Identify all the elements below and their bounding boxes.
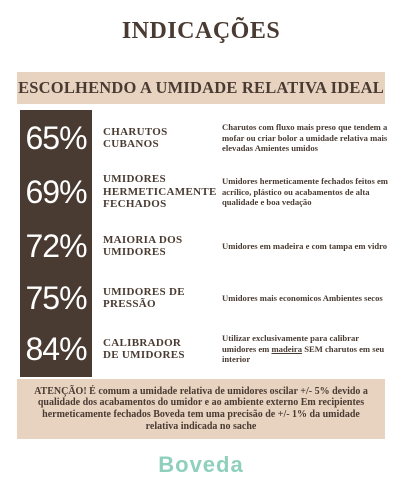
list-item — [20, 321, 388, 377]
item-description: Charutos com fluxo mais preso que tendem a mofar ou criar bolor a umidade relativa mais elevadas Amientes umidos — [222, 122, 388, 154]
percent-value: 65% — [25, 120, 87, 156]
list-item — [20, 110, 388, 166]
item-name: CALIBRADOR DE UMIDORES — [103, 336, 185, 361]
percent-badge — [20, 164, 92, 220]
item-description: Umidores hermeticamente fechados feitos em acrílico, plástico ou acabamentos de alta qualidade e boa vedação — [222, 176, 388, 208]
item-name: CHARUTOS CUBANOS — [103, 125, 168, 150]
brand-logo: Boveda — [158, 452, 244, 477]
warning-text: ATENÇÃO! É comum a umidade relativa de umidores oscilar +/- 5% devido a qualidade dos acabamentos do umidor e ao ambiente externo Em recipientes hermeticamente fechados Boveda tem uma precisão de +/- 1% da umidade relativa indicada no sache — [34, 385, 368, 432]
item-description: Umidores em madeira e com tampa em vidro — [222, 240, 388, 251]
item-description: Umidores mais economicos Ambientes secos — [222, 292, 383, 303]
section-banner: ESCOLHENDO A UMIDADE RELATIVA IDEAL — [17, 72, 385, 104]
list-item — [20, 218, 388, 274]
percent-value: 69% — [25, 174, 87, 210]
percent-badge — [20, 110, 92, 166]
item-name: MAIORIA DOS UMIDORES — [103, 233, 183, 258]
percent-value: 75% — [25, 280, 87, 316]
percent-badge — [20, 321, 92, 377]
warning-notice — [17, 379, 385, 439]
item-name: UMIDORES HERMETICAMENTE FECHADOS — [103, 173, 217, 211]
item-description: Utilizar exclusivamente para calibrar umidores em madeira SEM charutos em seu interior — [222, 333, 385, 365]
list-item — [20, 270, 388, 326]
percent-value: 72% — [25, 228, 87, 264]
percent-value: 84% — [25, 331, 87, 367]
list-item — [20, 164, 388, 220]
percent-badge — [20, 270, 92, 326]
item-name: UMIDORES DE PRESSÃO — [103, 285, 185, 310]
page-title: INDICAÇÕES — [121, 18, 281, 44]
percent-badge — [20, 218, 92, 274]
